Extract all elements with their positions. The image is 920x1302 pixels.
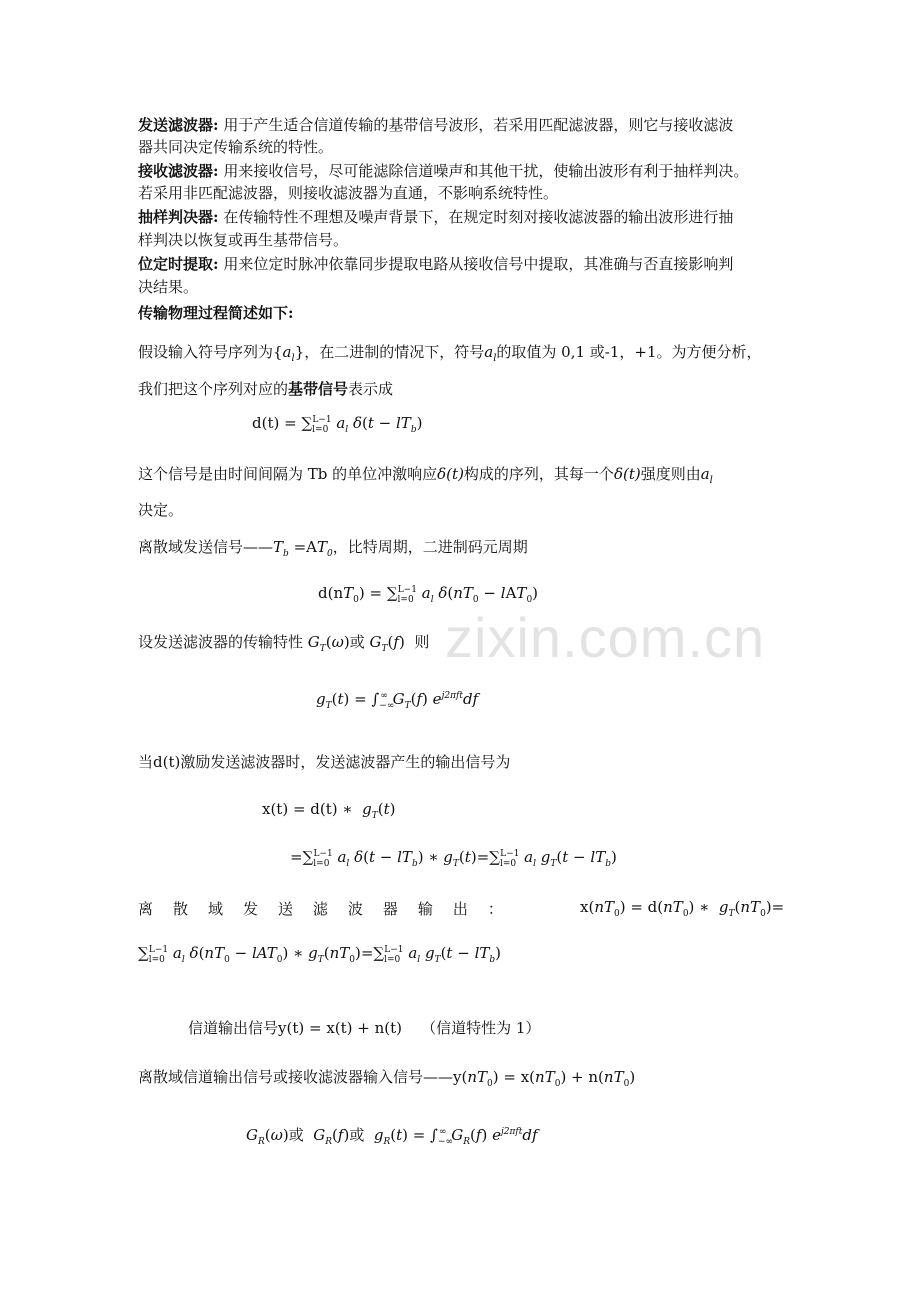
def-sampler-cont: 样判决以恢复或再生基带信号。 — [138, 231, 349, 249]
def-receive-filter: 接收滤波器: 用来接收信号，尽可能滤除信道噪声和其他干扰，使输出波形有利于抽样判决。 — [138, 162, 749, 180]
para-transmit-characteristic: 设发送滤波器的传输特性 $G_T(\omega)$或 $G_T(f)$ 则 — [138, 633, 430, 654]
equation-discrete-output: $x(nT_0) = d(nT_0)$ ∗ $g_T(nT_0)=$ — [580, 898, 785, 919]
equation-receive-filter: $G_R(\omega)$或 $G_R(f)$或 $g_R(t) = \int_{-\infty}^\infty$ $G_R(f)$ $e^{j2\pi ft}df$ — [246, 1126, 538, 1147]
equation-convolution-expanded: $=\sum_{l=0}^{L-1}$ $a_l$ $\delta(t - lT_b)$ ∗ $g_T(t)=\sum_{l=0}^{L-1}$ $a_l$ $g_T(t - lT_b)$ — [290, 848, 617, 869]
para-impulse-sequence-cont: 决定。 — [138, 501, 184, 519]
para-discrete-output-label: 离 散 域 发 送 滤 波 器 输 出 ： — [138, 900, 503, 918]
para-discrete-transmit: 离散域发送信号$——T_b =AT_0$，比特周期，二进制码元周期 — [138, 538, 528, 559]
def-transmit-filter-cont: 器共同决定传输系统的特性。 — [138, 138, 334, 156]
equation-discrete-output-expanded: $\sum_{l=0}^{L-1}$ $a_l$ $\delta(nT_0 - lAT_0)$ ∗ $g_T(nT_0)=\sum_{l=0}^{L-1}$ $a_l$ $g_T(t - lT_b)$ — [138, 944, 501, 965]
para-impulse-sequence: 这个信号是由时间间隔为 Tb 的单位冲激响应δ(t)构成的序列，其每一个δ(t)强度则由$a_l$ — [138, 465, 713, 486]
equation-convolution: x(t) = d(t) ∗ $g_T(t)$ — [262, 800, 396, 821]
def-timing: 位定时提取: 用来位定时脉冲依靠同步提取电路从接收信号中提取，其准确与否直接影响判 — [138, 255, 734, 273]
def-timing-cont: 决结果。 — [138, 278, 199, 296]
def-sampler: 抽样判决器: 在传输特性不理想及噪声背景下，在规定时刻对接收滤波器的输出波形进行抽 — [138, 208, 734, 226]
para-channel-output: 信道输出信号y(t) = x(t) + n(t) （信道特性为 1） — [188, 1019, 541, 1037]
watermark: zixin.com.cn — [445, 606, 766, 669]
section-heading: 传输物理过程简述如下: — [138, 304, 294, 322]
def-receive-filter-cont: 若采用非匹配滤波器，则接收滤波器为直通，不影响系统特性。 — [138, 184, 559, 202]
equation-baseband-signal: $d(t) = \sum_{l=0}^{L-1}$ $a_l$ $\delta(t - lT_b)$ — [252, 414, 423, 435]
def-transmit-filter: 发送滤波器: 用于产生适合信道传输的基带信号波形，若采用匹配滤波器，则它与接收滤波 — [138, 116, 734, 134]
equation-impulse-response: $g_T(t) = \int_{-\infty}^\infty$ $G_T(f)$ $e^{j2\pi ft}df$ — [316, 690, 479, 711]
equation-discrete-signal: $d(nT_0) = \sum_{l=0}^{L-1}$ $a_l$ $\delta(nT_0 - lAT_0)$ — [318, 584, 539, 605]
para-excitation: 当d(t)激励发送滤波器时，发送滤波器产生的输出信号为 — [138, 753, 511, 771]
para-discrete-channel-output: 离散域信道输出信号或接收滤波器输入信号$——y(nT_0) = x(nT_0) + n(nT_0)$ — [138, 1068, 636, 1089]
para-input-sequence: 假设输入符号序列为$\{a_l\}$，在二进制的情况下，符号$a_l$的取值为 0,1 或-1，+1。为方便分析， — [138, 343, 762, 364]
para-input-sequence-cont: 我们把这个序列对应的基带信号表示成 — [138, 380, 394, 398]
